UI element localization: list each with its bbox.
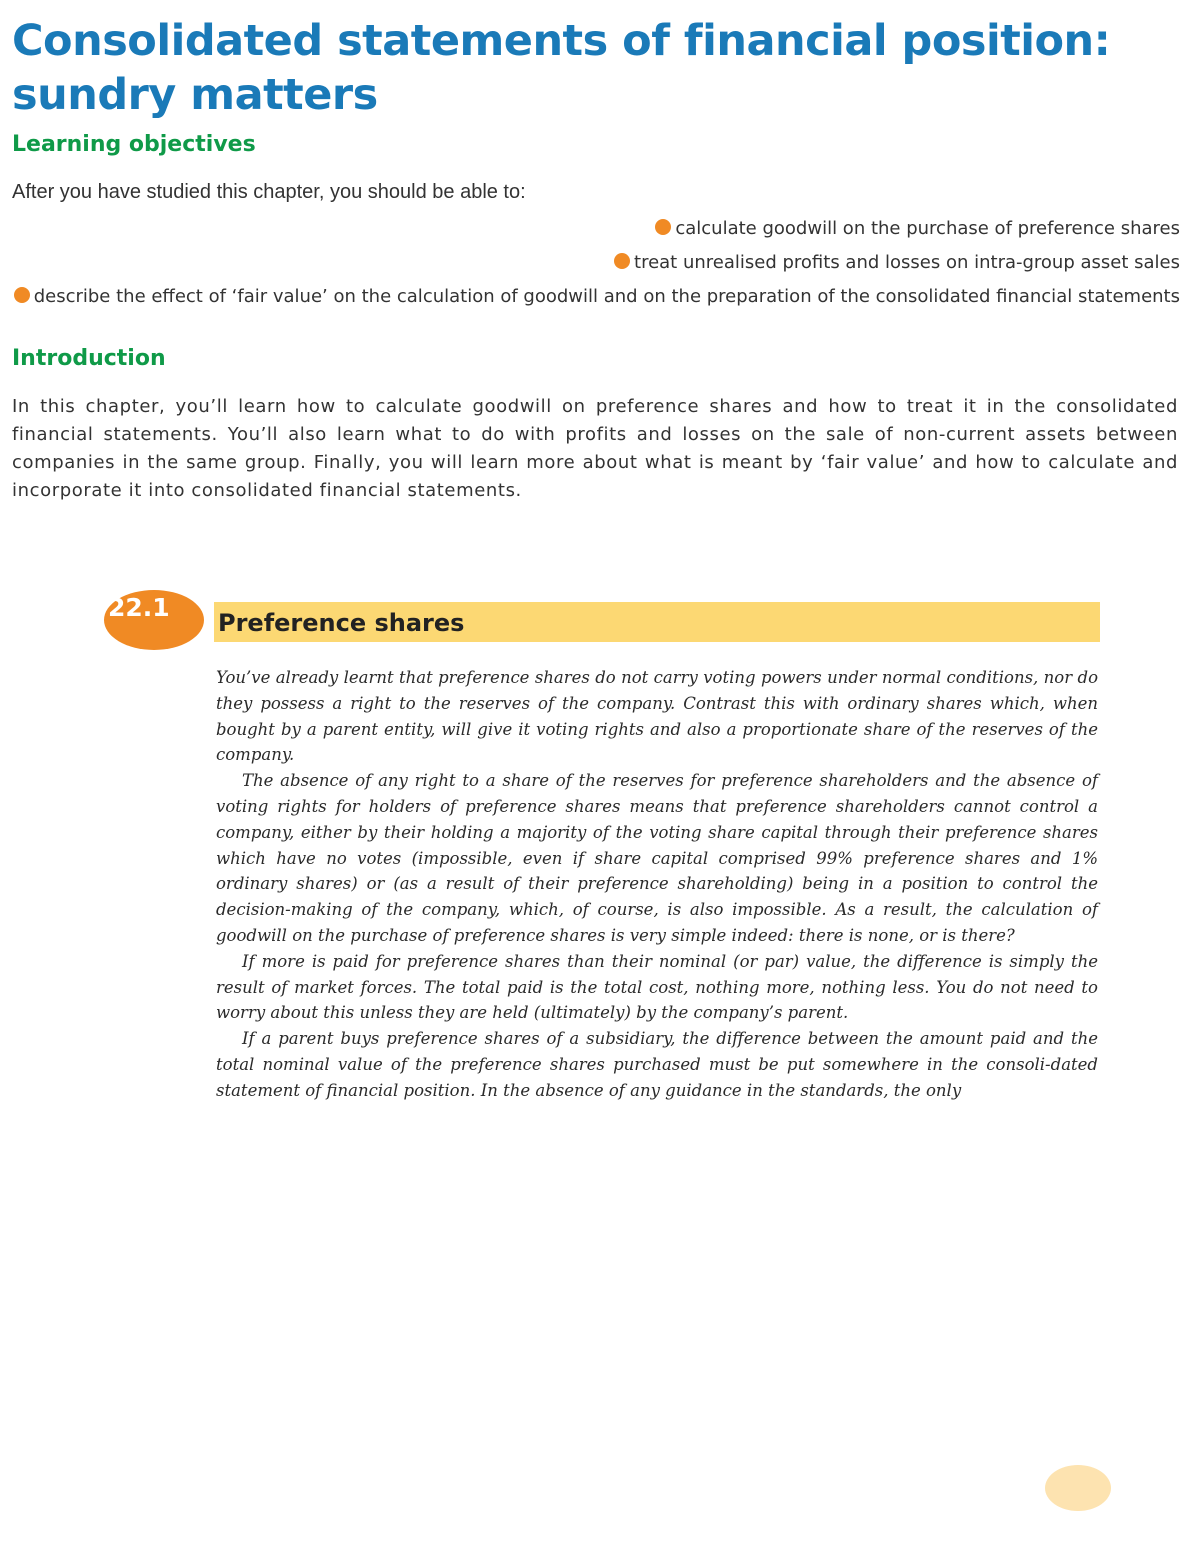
introduction-heading: Introduction <box>12 346 166 371</box>
page-title: Consolidated statements of financial position: sundry matters <box>12 16 1111 120</box>
orange-bullet-icon <box>14 287 30 303</box>
section-paragraph: You’ve already learnt that preference shares do not carry voting powers under normal conditions, nor do they possess a right to the reserves of the company. Contrast this with ordinary shares which, when bought by a parent entity, will give it voting rights and also a proportionate share of the reserves of the company. <box>216 668 1098 765</box>
learning-objectives-lead: After you have studied this chapter, you should be able to: <box>12 181 526 203</box>
objective-item <box>12 248 1180 277</box>
learning-objectives-list <box>12 214 1180 316</box>
section-paragraph: The absence of any right to a share of the reserves for preference shareholders and the absence of voting rights for holders of preference shares means that preference shareholders cannot control a company, either by their holding a majority of the voting share capital through their preference shares which have no votes (impossible, even if share capital comprised 99% preference shares and 1% ordinary shares) or (as a result of their preference shareholding) being in a position to control the decision-making of the company, which, of course, is also impossible. As a result, the calculation of goodwill on the purchase of preference shares is very simple indeed: there is none, or is there? <box>216 771 1098 945</box>
section-title: Preference shares <box>218 609 465 637</box>
section-number: 22.1 <box>108 593 170 622</box>
objective-text: calculate goodwill on the purchase of preference shares <box>675 218 1180 239</box>
objective-text: describe the effect of ‘fair value’ on the calculation of goodwill and on the preparation of the consolidated financial statements <box>33 286 1180 307</box>
orange-bullet-icon <box>655 219 671 235</box>
section-body <box>216 665 1098 1104</box>
section-paragraph: If a parent buys preference shares of a subsidiary, the difference between the amount paid and the total nominal value of the preference shares purchased must be put somewhere in the consoli-dated statement of financial position. In the absence of any guidance in the standards, the only <box>216 1029 1098 1100</box>
objective-item <box>12 282 1180 311</box>
introduction-body: In this chapter, you’ll learn how to calculate goodwill on preference shares and how to treat it in the consolidated financial statements. You’ll also learn what to do with profits and losses on the sale of non-current assets between companies in the same group. Finally, you will learn more about what is meant by ‘fair value’ and how to calculate and incorporate it into consolidated financial statements. <box>12 396 1178 501</box>
objective-item <box>12 214 1180 243</box>
page-number-badge <box>1045 1465 1111 1511</box>
section-paragraph: If more is paid for preference shares than their nominal (or par) value, the difference is simply the result of market forces. The total paid is the total cost, nothing more, nothing less. You do not need to worry about this unless they are held (ultimately) by the company’s parent. <box>216 951 1098 1023</box>
orange-bullet-icon <box>614 253 630 269</box>
objective-text: treat unrealised profits and losses on intra-group asset sales <box>634 252 1180 273</box>
learning-objectives-heading: Learning objectives <box>12 132 256 157</box>
